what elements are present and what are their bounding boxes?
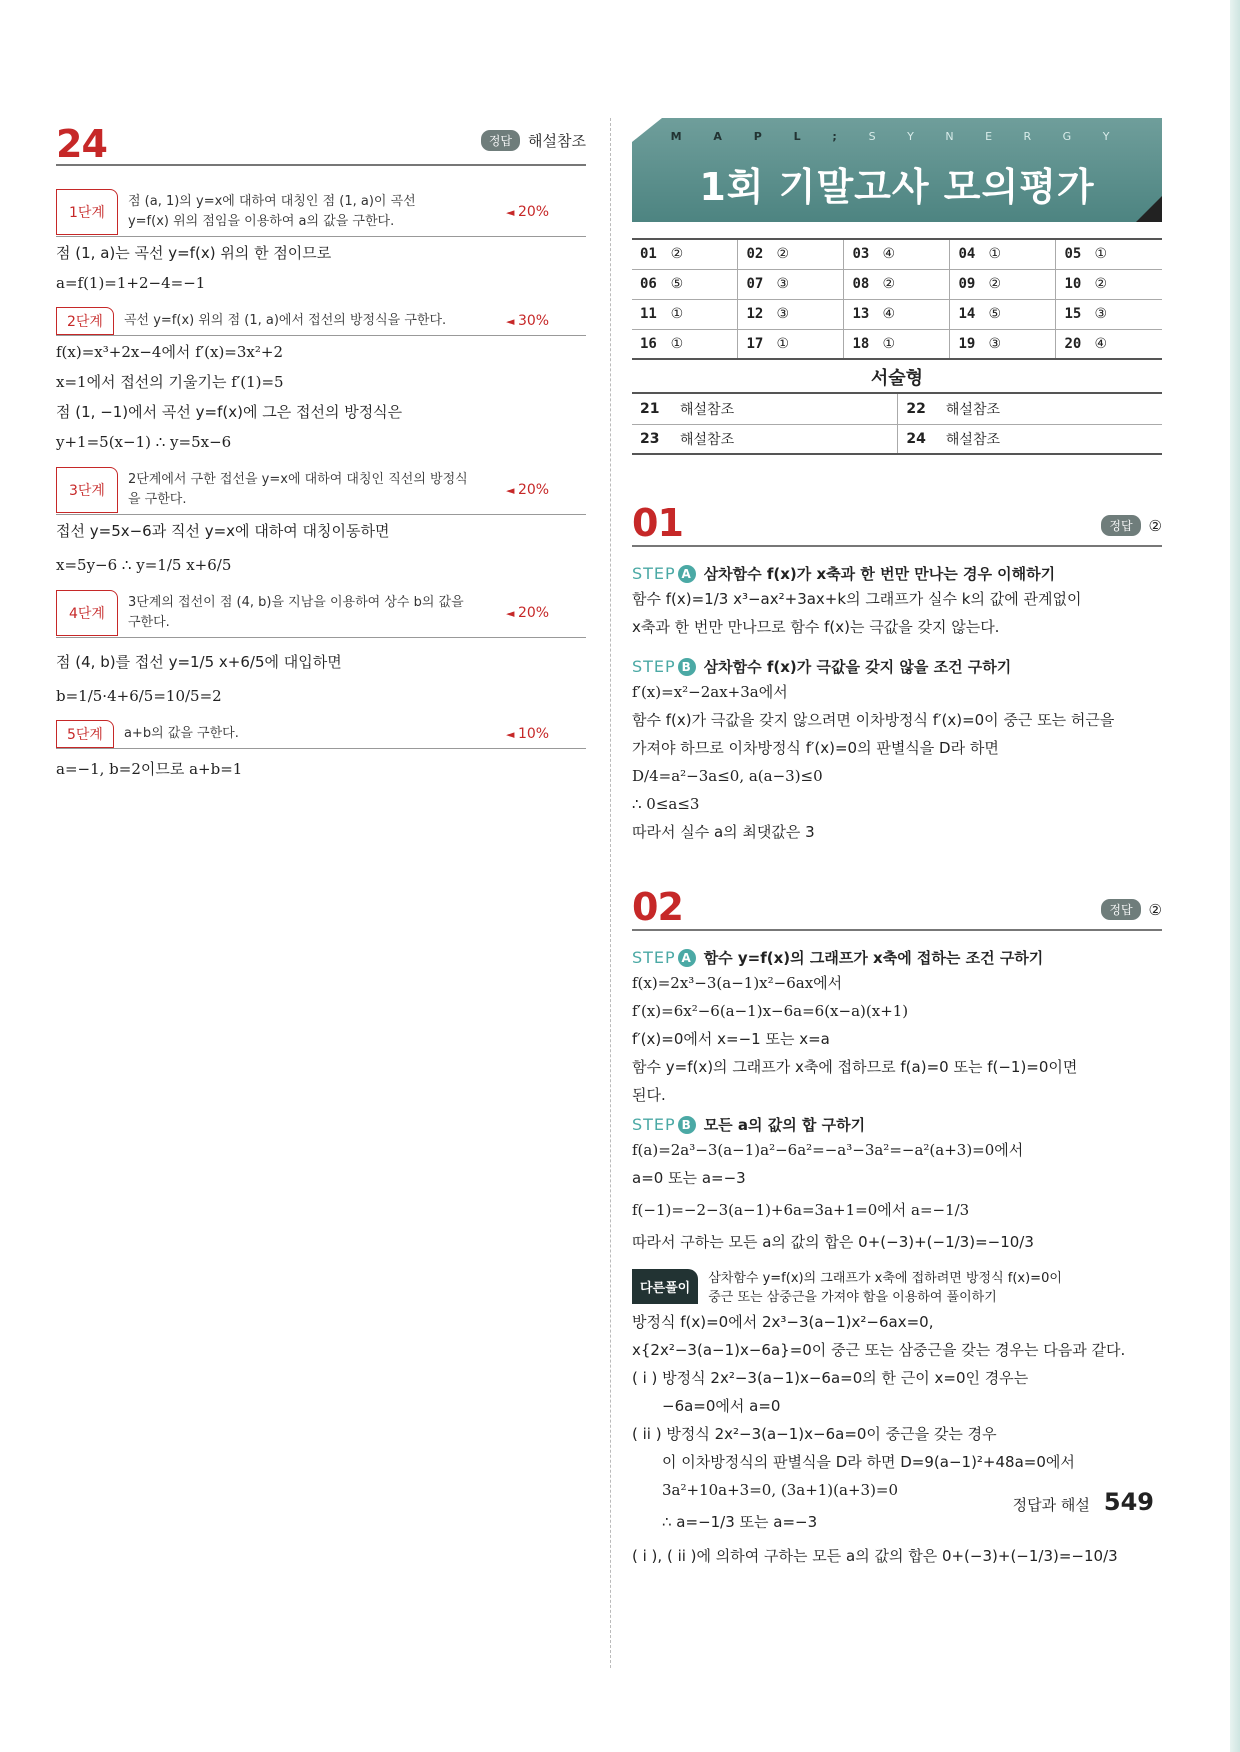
solution-line: f(x)=2x³−3(a−1)x²−6ax에서	[632, 974, 843, 992]
solution-line: f′(x)=x²−2ax+3a에서	[632, 683, 788, 701]
answer-question-number: 07	[738, 269, 769, 299]
answer-choice: ②	[769, 239, 844, 269]
banner-title: 1회 기말고사 모의평가	[699, 165, 1095, 209]
answer-question-number: 05	[1056, 239, 1087, 269]
step-title-text: 모든 a의 값의 합 구하기	[703, 1116, 866, 1134]
page-footer	[1013, 1488, 1154, 1516]
q24-step-4	[56, 589, 586, 638]
answer-choice: ③	[769, 269, 844, 299]
step-badge: 3단계	[56, 467, 118, 513]
answer-choice: ①	[663, 299, 738, 329]
step-title-text: 삼차함수 f(x)가 x축과 한 번만 만나는 경우 이해하기	[703, 565, 1056, 583]
answer-table	[632, 238, 1162, 360]
q01-number: 01	[632, 501, 683, 545]
column-divider	[610, 118, 611, 1668]
solution-line: 방정식 f(x)=0에서 2x³−3(a−1)x²−6ax=0,	[632, 1313, 934, 1331]
answer-row	[632, 239, 1162, 269]
essay-question-number: 23	[632, 424, 672, 454]
step-desc-line: y=f(x) 위의 점임을 이용하여 a의 값을 구한다.	[127, 214, 395, 229]
step-label-text: STEP	[632, 948, 676, 967]
solution-line: ( i ) 방정식 2x²−3(a−1)x−6a=0의 한 근이 x=0인 경우는	[632, 1369, 1029, 1387]
step-label-text: STEP	[632, 1115, 676, 1134]
step-title-text: 함수 y=f(x)의 그래프가 x축에 접하는 조건 구하기	[703, 949, 1044, 967]
q24-step-1	[56, 188, 586, 237]
answer-question-number: 08	[844, 269, 875, 299]
alt-desc-line: 삼차함수 y=f(x)의 그래프가 x축에 접하려면 방정식 f(x)=0이	[708, 1271, 1062, 1286]
answer-pill: 정답	[1101, 899, 1140, 920]
solution-line: ∴ 0≤a≤3	[632, 795, 700, 813]
answer-question-number: 04	[950, 239, 981, 269]
answer-question-number: 06	[632, 269, 663, 299]
step-letter: B	[678, 1116, 696, 1134]
answer-choice: ②	[875, 269, 950, 299]
q02-step-a	[632, 947, 1162, 968]
step-desc	[114, 307, 506, 335]
step-score: ◄ 10%	[506, 726, 586, 742]
solution-line: 점 (1, −1)에서 곡선 y=f(x)에 그은 접선의 방정식은	[56, 403, 403, 421]
answer-choice: ①	[663, 329, 738, 359]
answer-question-number: 09	[950, 269, 981, 299]
solution-line: f′(x)=6x²−6(a−1)x−6a=6(x−a)(x+1)	[632, 1002, 909, 1020]
answer-question-number: 14	[950, 299, 981, 329]
solution-line: f′(x)=0에서 x=−1 또는 x=a	[632, 1030, 830, 1048]
q24-header	[56, 118, 586, 166]
step-letter: A	[678, 949, 696, 967]
answer-question-number: 18	[844, 329, 875, 359]
step-badge: 1단계	[56, 189, 118, 235]
answer-question-number: 11	[632, 299, 663, 329]
answer-question-number: 19	[950, 329, 981, 359]
q24-step-2	[56, 307, 586, 336]
solution-line: ( i ), ( ii )에 의하여 구하는 모든 a의 값의 합은 0+(−3)+(−1/3)=−10/3	[632, 1547, 1118, 1565]
step-desc-line: 3단계의 접선이 점 (4, b)을 지남을 이용하여 상수 b의 값을	[127, 595, 464, 610]
q01-step-a	[632, 563, 1162, 584]
q01-step-b	[632, 656, 1162, 677]
solution-line: 함수 f(x)=1/3 x³−ax²+3ax+k의 그래프가 실수 k의 값에 관계없이	[632, 590, 1082, 608]
answer-choice: ②	[981, 269, 1056, 299]
solution-line: −6a=0에서 a=0	[662, 1397, 781, 1415]
solution-line: 따라서 구하는 모든 a의 값의 합은 0+(−3)+(−1/3)=−10/3	[632, 1233, 1034, 1251]
answer-choice: ①	[875, 329, 950, 359]
solution-line: 가져야 하므로 이차방정식 f′(x)=0의 판별식을 D라 하면	[632, 739, 999, 757]
essay-answer: 해설참조	[938, 394, 1162, 424]
q01-answer	[1101, 515, 1162, 536]
solution-line: b=1/5·4+6/5=10/5=2	[56, 687, 222, 705]
solution-line: a=f(1)=1+2−4=−1	[56, 274, 206, 292]
answer-question-number: 20	[1056, 329, 1087, 359]
solution-line: f(−1)=−2−3(a−1)+6a=3a+1=0에서 a=−1/3	[632, 1201, 970, 1219]
q24-step-3	[56, 466, 586, 515]
solution-line: 점 (4, b)를 접선 y=1/5 x+6/5에 대입하면	[56, 653, 342, 671]
answer-value: ②	[1148, 516, 1162, 535]
step-desc	[118, 466, 506, 514]
essay-title: 서술형	[632, 364, 1162, 394]
step-badge: 2단계	[56, 307, 114, 335]
alternative-solution	[632, 1269, 1162, 1307]
step-desc-line: 을 구한다.	[127, 492, 187, 507]
brand-synergy: S Y N E R G Y	[868, 130, 1124, 143]
right-column	[632, 118, 1162, 1569]
essay-question-number: 21	[632, 394, 672, 424]
answer-choice: ③	[769, 299, 844, 329]
essay-question-number: 22	[898, 394, 938, 424]
footer-label: 정답과 해설	[1012, 1496, 1090, 1514]
answer-pill: 정답	[481, 130, 520, 151]
solution-line: ∴ a=−1/3 또는 a=−3	[662, 1513, 818, 1531]
answer-question-number: 10	[1056, 269, 1087, 299]
step-desc-line: a+b의 값을 구한다.	[123, 726, 239, 741]
answer-value: 해설참조	[528, 132, 586, 150]
essay-answer: 해설참조	[672, 424, 898, 454]
answer-value: ②	[1148, 900, 1162, 919]
step-label	[632, 1115, 696, 1134]
solution-line: 따라서 실수 a의 최댓값은 3	[632, 823, 815, 841]
q24-step-5	[56, 720, 586, 749]
solution-line: x{2x²−3(a−1)x−6a}=0이 중근 또는 삼중근을 갖는 경우는 다음과 같다.	[632, 1341, 1126, 1359]
q24-number: 24	[56, 122, 107, 166]
answer-choice: ⑤	[663, 269, 738, 299]
solution-line: 이 이차방정식의 판별식을 D라 하면 D=9(a−1)²+48a=0에서	[662, 1453, 1075, 1471]
step-desc	[118, 188, 506, 236]
solution-line: 3a²+10a+3=0, (3a+1)(a+3)=0	[662, 1481, 899, 1499]
answer-question-number: 17	[738, 329, 769, 359]
step-label-text: STEP	[632, 657, 676, 676]
banner-corner	[1136, 196, 1162, 222]
solution-line: 점 (1, a)는 곡선 y=f(x) 위의 한 점이므로	[56, 244, 332, 262]
essay-answer: 해설참조	[672, 394, 898, 424]
solution-line: x축과 한 번만 만나므로 함수 f(x)는 극값을 갖지 않는다.	[632, 618, 1000, 636]
essay-row	[632, 394, 1162, 424]
brand-mapl: M A P L ;	[670, 130, 851, 143]
answer-question-number: 15	[1056, 299, 1087, 329]
step-badge: 4단계	[56, 590, 118, 636]
q02-header	[632, 879, 1162, 931]
step-title-text: 삼차함수 f(x)가 극값을 갖지 않을 조건 구하기	[703, 658, 1012, 676]
answer-question-number: 12	[738, 299, 769, 329]
answer-row	[632, 269, 1162, 299]
step-score: ◄ 20%	[506, 605, 586, 621]
answer-row	[632, 329, 1162, 359]
step-desc-line: 구한다.	[127, 615, 170, 630]
solution-line: f(a)=2a³−3(a−1)a²−6a²=−a³−3a²=−a²(a+3)=0에서	[632, 1141, 1024, 1159]
solution-line: x=5y−6 ∴ y=1/5 x+6/5	[56, 556, 232, 574]
solution-line: a=−1, b=2이므로 a+b=1	[56, 760, 243, 778]
q01-header	[632, 495, 1162, 547]
answer-question-number: 01	[632, 239, 663, 269]
essay-question-number: 24	[898, 424, 938, 454]
q02-number: 02	[632, 885, 683, 929]
solution-line: y+1=5(x−1) ∴ y=5x−6	[56, 433, 232, 451]
answer-pill: 정답	[1101, 515, 1140, 536]
answer-choice: ①	[1087, 239, 1163, 269]
step-label-text: STEP	[632, 564, 676, 583]
step-score: ◄ 20%	[506, 204, 586, 220]
answer-choice: ③	[1087, 299, 1163, 329]
solution-line: a=0 또는 a=−3	[632, 1169, 746, 1187]
step-score: ◄ 20%	[506, 482, 586, 498]
answer-choice: ⑤	[981, 299, 1056, 329]
answer-choice: ④	[875, 299, 950, 329]
essay-row	[632, 424, 1162, 454]
step-desc-line: 점 (a, 1)의 y=x에 대하여 대칭인 점 (1, a)이 곡선	[127, 194, 416, 209]
solution-line: 함수 f(x)가 극값을 갖지 않으려면 이차방정식 f′(x)=0이 중근 또는 허근을	[632, 711, 1115, 729]
exam-banner	[632, 118, 1162, 222]
solution-line: ( ii ) 방정식 2x²−3(a−1)x−6a=0이 중근을 갖는 경우	[632, 1425, 997, 1443]
step-label	[632, 948, 696, 967]
answer-choice: ①	[769, 329, 844, 359]
alt-badge: 다른풀이	[632, 1269, 698, 1304]
answer-choice: ②	[663, 239, 738, 269]
step-label	[632, 564, 696, 583]
answer-choice: ④	[875, 239, 950, 269]
solution-line: x=1에서 접선의 기울기는 f′(1)=5	[56, 373, 284, 391]
solution-line: 함수 y=f(x)의 그래프가 x축에 접하므로 f(a)=0 또는 f(−1)=0이면	[632, 1058, 1078, 1076]
essay-table	[632, 394, 1162, 455]
step-desc-line: 2단계에서 구한 접선을 y=x에 대하여 대칭인 직선의 방정식	[127, 472, 468, 487]
step-letter: B	[678, 658, 696, 676]
page-edge	[1230, 0, 1240, 1752]
solution-line: 접선 y=5x−6과 직선 y=x에 대하여 대칭이동하면	[56, 522, 390, 540]
q24-answer	[481, 130, 586, 151]
solution-line: D/4=a²−3a≤0, a(a−3)≤0	[632, 767, 823, 785]
banner-brand	[632, 130, 1162, 143]
step-letter: A	[678, 565, 696, 583]
answer-choice: ②	[1087, 269, 1163, 299]
answer-question-number: 16	[632, 329, 663, 359]
answer-row	[632, 299, 1162, 329]
alt-desc	[708, 1269, 1062, 1307]
step-label	[632, 657, 696, 676]
answer-choice: ④	[1087, 329, 1163, 359]
answer-question-number: 13	[844, 299, 875, 329]
q02-step-b	[632, 1114, 1162, 1135]
left-column	[56, 118, 586, 783]
alt-desc-line: 중근 또는 삼중근을 가져야 함을 이용하여 풀이하기	[708, 1290, 997, 1305]
step-desc	[114, 720, 506, 748]
page-number: 549	[1103, 1488, 1154, 1516]
essay-answer: 해설참조	[938, 424, 1162, 454]
answer-choice: ③	[981, 329, 1056, 359]
step-badge: 5단계	[56, 720, 114, 748]
solution-line: f(x)=x³+2x−4에서 f′(x)=3x²+2	[56, 343, 284, 361]
step-desc	[118, 589, 506, 637]
answer-choice: ①	[981, 239, 1056, 269]
step-desc-line: 곡선 y=f(x) 위의 점 (1, a)에서 접선의 방정식을 구한다.	[123, 313, 447, 328]
step-score: ◄ 30%	[506, 313, 586, 329]
q02-answer	[1101, 899, 1162, 920]
solution-line: 된다.	[632, 1086, 666, 1104]
answer-question-number: 02	[738, 239, 769, 269]
answer-question-number: 03	[844, 239, 875, 269]
